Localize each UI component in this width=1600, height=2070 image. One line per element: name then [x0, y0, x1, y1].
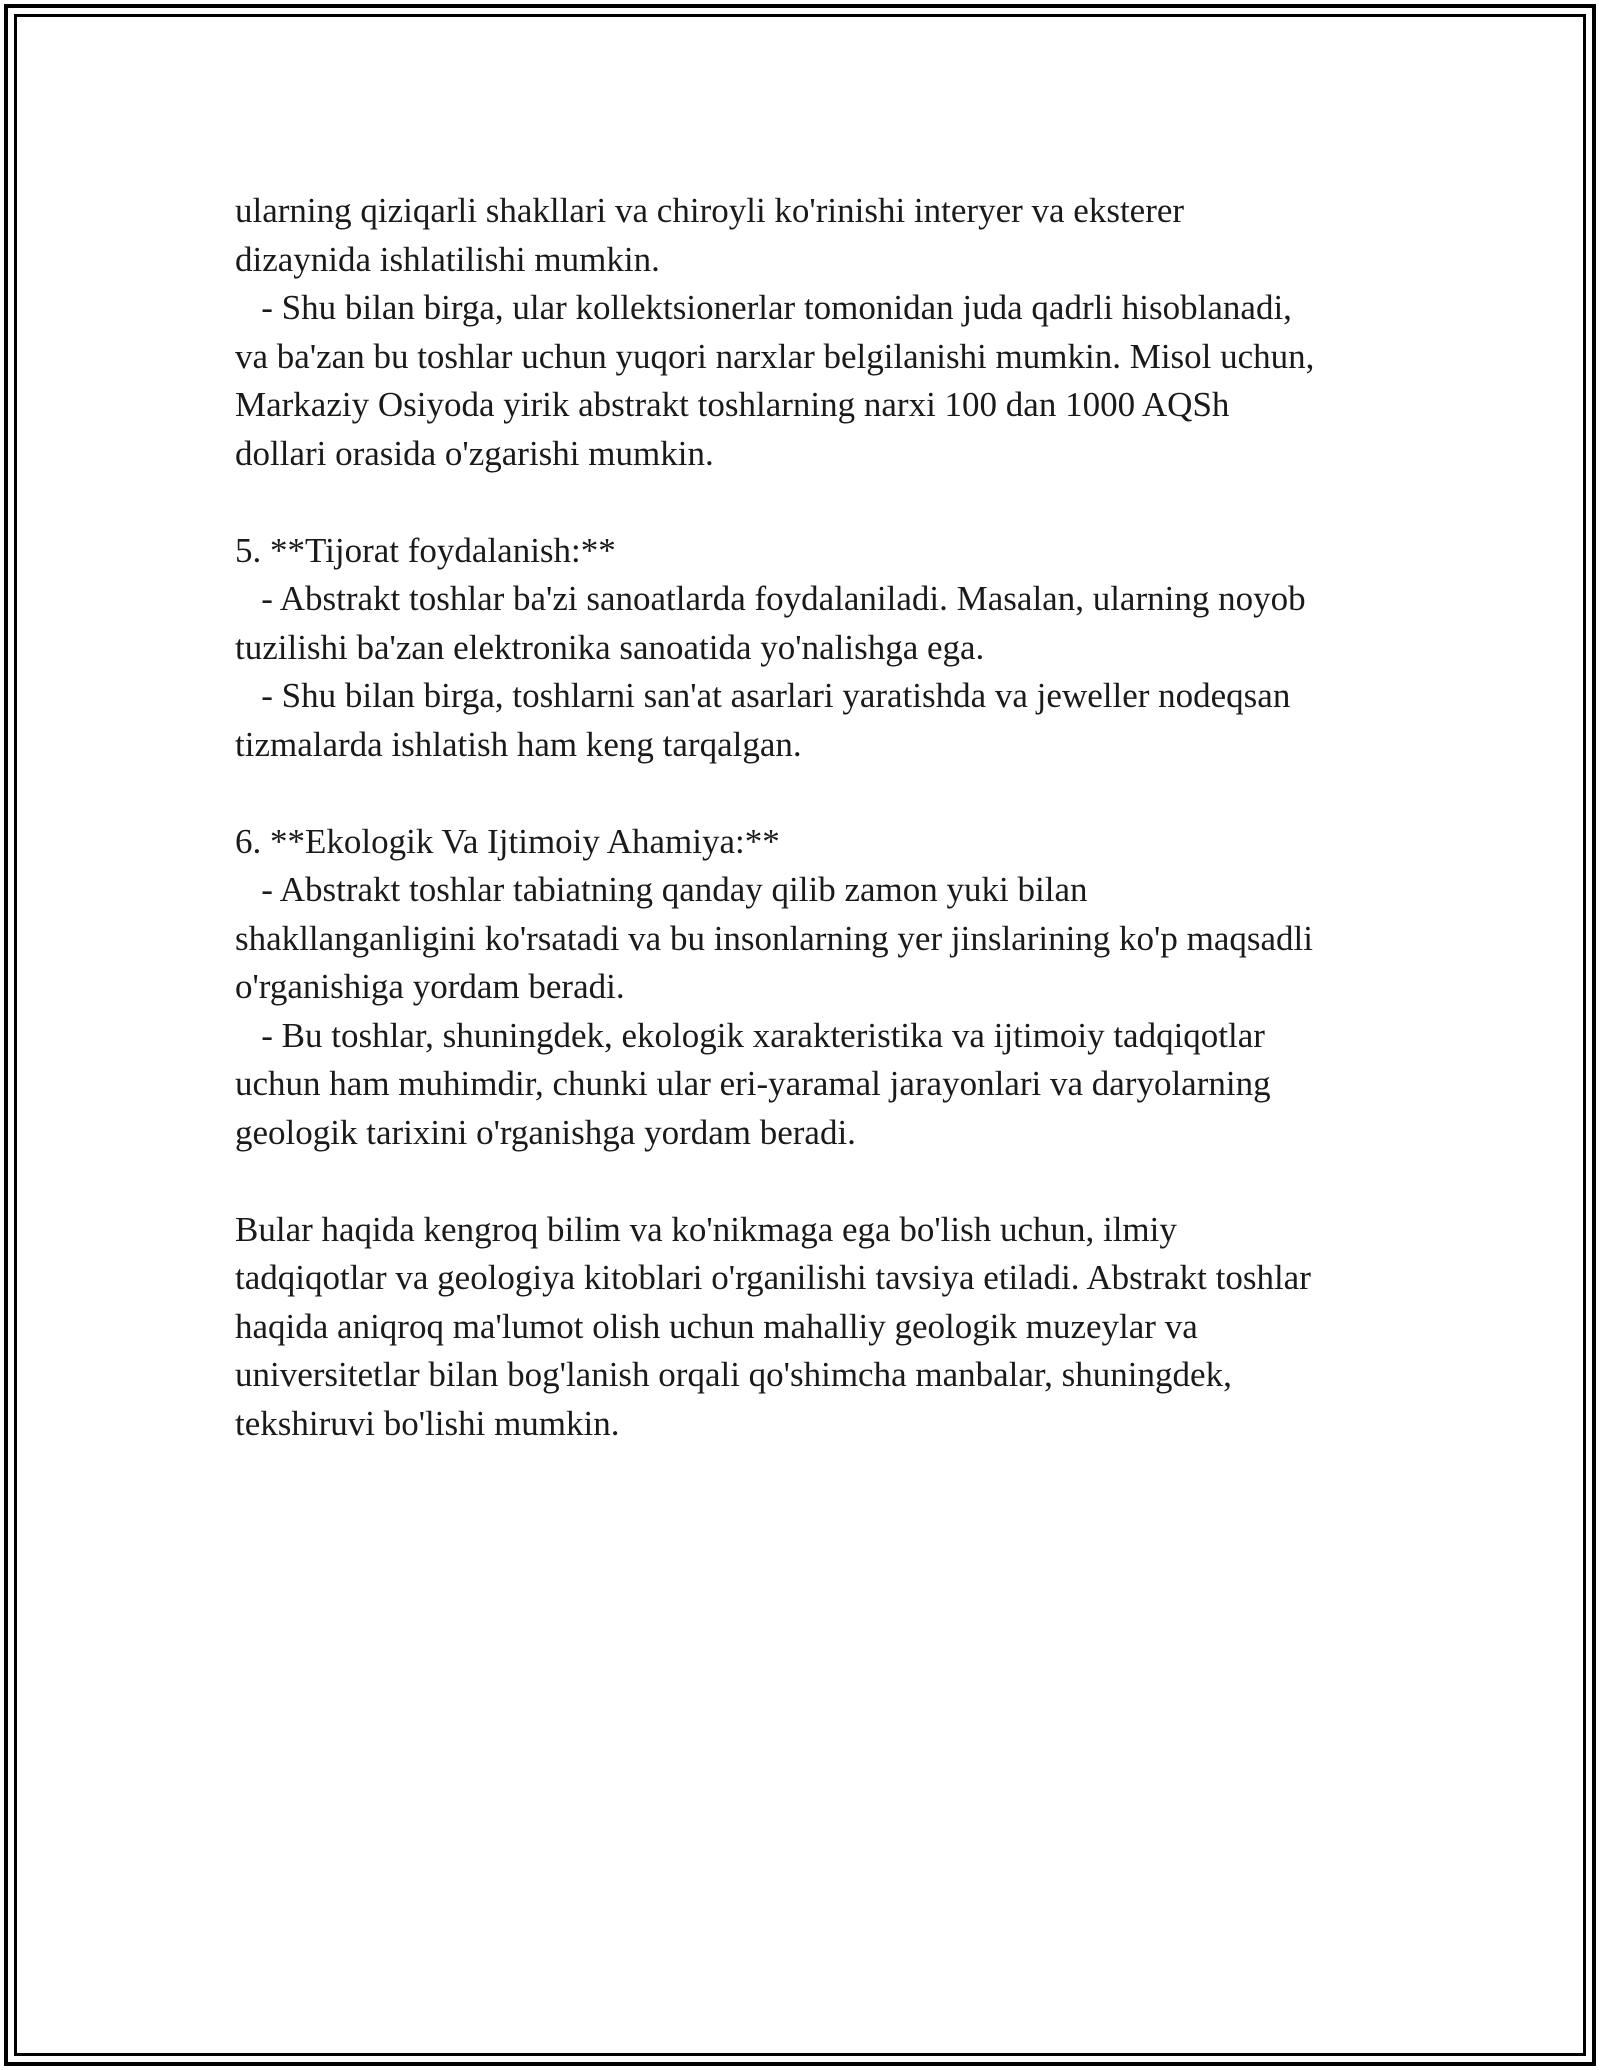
- text-line: tadqiqotlar va geologiya kitoblari o'rganilishi tavsiya etiladi. Abstrakt toshlar: [235, 1258, 1311, 1297]
- text-line: shakllanganligini ko'rsatadi va bu insonlarning yer jinslarining ko'p maqsadli: [235, 918, 1313, 958]
- text-line: - Shu bilan birga, ular kollektsionerlar tomonidan juda qadrli hisoblanadi,: [235, 288, 1292, 327]
- text-line: ularning qiziqarli shakllari va chiroyli ko'rinishi interyer va eksterer: [235, 191, 1185, 230]
- text-line: Markaziy Osiyoda yirik abstrakt toshlarning narxi 100 dan 1000 AQSh: [235, 385, 1230, 424]
- paragraph-gap: [235, 478, 1385, 527]
- text-line: tekshiruvi bo'lishi mumkin.: [235, 1403, 620, 1443]
- text-line: Bular haqida kengroq bilim va ko'nikmaga ega bo'lish uchun, ilmiy: [235, 1209, 1177, 1249]
- paragraph-gap: [235, 769, 1385, 818]
- paragraph-gap: [235, 1157, 1385, 1206]
- text-line: tizmalarda ishlatish ham keng tarqalgan.: [235, 724, 802, 764]
- text-line: - Abstrakt toshlar ba'zi sanoatlarda foydalaniladi. Masalan, ularning noyob: [235, 579, 1306, 618]
- document-body: [235, 187, 1385, 1448]
- text-line: uchun ham muhimdir, chunki ular eri-yaramal jarayonlari va daryolarning: [235, 1064, 1271, 1103]
- text-line: dollari orasida o'zgarishi mumkin.: [235, 433, 714, 473]
- text-line: - Shu bilan birga, toshlarni san'at asarlari yaratishda va jeweller nodeqsan: [235, 676, 1291, 715]
- text-line: - Bu toshlar, shuningdek, ekologik xarakteristika va ijtimoiy tadqiqotlar: [235, 1015, 1265, 1055]
- text-line: haqida aniqroq ma'lumot olish uchun mahalliy geologik muzeylar va: [235, 1306, 1198, 1346]
- section-heading-5: 5. **Tijorat foydalanish:**: [235, 530, 616, 570]
- section-heading-6: 6. **Ekologik Va Ijtimoiy Ahamiya:**: [235, 821, 780, 861]
- text-line: universitetlar bilan bog'lanish orqali qo'shimcha manbalar, shuningdek,: [235, 1355, 1232, 1394]
- text-line: geologik tarixini o'rganishga yordam beradi.: [235, 1112, 856, 1152]
- text-line: tuzilishi ba'zan elektronika sanoatida yo'nalishga ega.: [235, 627, 985, 667]
- text-line: dizaynida ishlatilishi mumkin.: [235, 239, 660, 279]
- text-line: va ba'zan bu toshlar uchun yuqori narxlar belgilanishi mumkin. Misol uchun,: [235, 336, 1315, 376]
- text-line: o'rganishiga yordam beradi.: [235, 967, 625, 1006]
- text-line: - Abstrakt toshlar tabiatning qanday qilib zamon yuki bilan: [235, 870, 1088, 909]
